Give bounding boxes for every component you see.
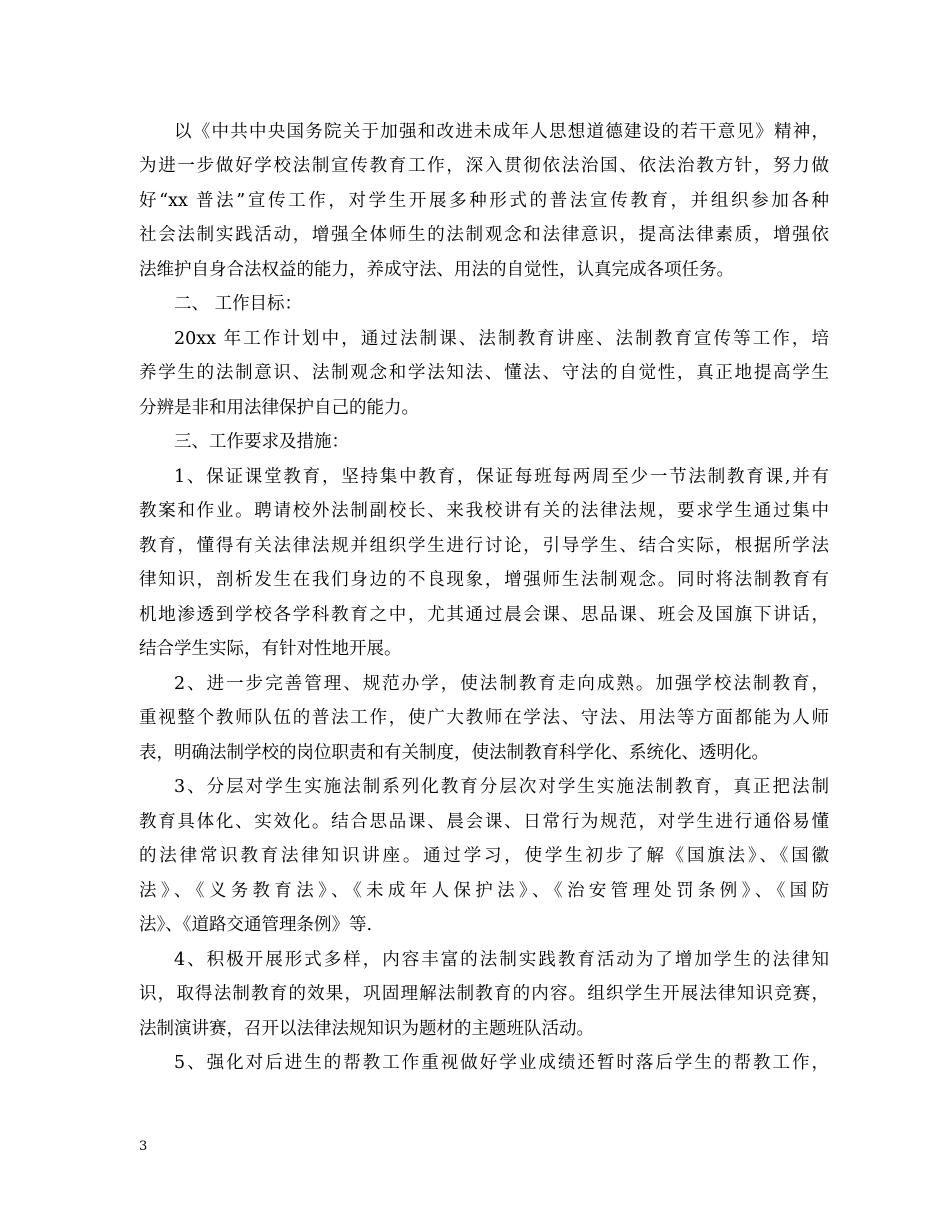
paragraph-line: 的法律常识教育法律知识讲座。通过学习，使学生初步了解《国旗法》、《国徽 bbox=[139, 846, 829, 866]
paragraph-line: 表，明确法制学校的岗位职责和有关制度，使法制教育科学化、系统化、透明化。 bbox=[139, 743, 769, 763]
paragraph-line: 法制演讲赛，召开以法律法规知识为题材的主题班队活动。 bbox=[139, 1019, 594, 1039]
paragraph-line: 机地渗透到学校各学科教育之中，尤其通过晨会课、思品课、班会及国旗下讲话， bbox=[139, 605, 829, 625]
paragraph-line: 以《中共中央国务院关于加强和改进未成年人思想道德建设的若干意见》精神， bbox=[174, 122, 829, 142]
page-number: 3 bbox=[139, 1139, 148, 1154]
paragraph-line: 5、强化对后进生的帮教工作重视做好学业成绩还暂时落后学生的帮教工作， bbox=[174, 1053, 829, 1073]
paragraph-line: 2、进一步完善管理、规范办学，使法制教育走向成熟。加强学校法制教育， bbox=[174, 674, 829, 694]
paragraph-line: 社会法制实践活动，增强全体师生的法制观念和法律意识，提高法律素质，增强依 bbox=[139, 225, 829, 245]
paragraph-line: 重视整个教师队伍的普法工作，使广大教师在学法、守法、用法等方面都能为人师 bbox=[139, 708, 829, 728]
paragraph-line: 分辨是非和用法律保护自己的能力。 bbox=[139, 398, 419, 418]
paragraph-line: 1、保证课堂教育，坚持集中教育，保证每班每两周至少一节法制教育课,并有 bbox=[174, 467, 829, 487]
paragraph-line: 教育，懂得有关法律法规并组织学生进行讨论，引导学生、结合实际，根据所学法 bbox=[139, 536, 829, 556]
paragraph-line: 3、分层对学生实施法制系列化教育分层次对学生实施法制教育，真正把法制 bbox=[174, 777, 829, 797]
paragraph-line: 律知识，剖析发生在我们身边的不良现象，增强师生法制观念。同时将法制教育有 bbox=[139, 570, 829, 590]
paragraph-line: 养学生的法制意识、法制观念和学法知法、懂法、守法的自觉性，真正地提高学生 bbox=[139, 363, 829, 383]
section-heading: 二、 工作目标： bbox=[174, 294, 303, 314]
paragraph-line: 法维护自身合法权益的能力，养成守法、用法的自觉性，认真完成各项任务。 bbox=[139, 260, 734, 280]
paragraph-line: 法》、《义务教育法》、《未成年人保护法》、《治安管理处罚条例》、《国防 bbox=[139, 881, 829, 901]
paragraph-line: 识，取得法制教育的效果，巩固理解法制教育的内容。组织学生开展法律知识竞赛， bbox=[139, 984, 829, 1004]
paragraph-line: 结合学生实际，有针对性地开展。 bbox=[139, 639, 402, 659]
paragraph-line: 4、积极开展形式多样，内容丰富的法制实践教育活动为了增加学生的法律知 bbox=[174, 950, 829, 970]
paragraph-line: 教育具体化、实效化。结合思品课、晨会课、日常行为规范，对学生进行通俗易懂 bbox=[139, 812, 829, 832]
paragraph-line: 法》、《道路交通管理条例》等. bbox=[139, 915, 373, 935]
paragraph-line: 为进一步做好学校法制宣传教育工作，深入贯彻依法治国、依法治教方针，努力做 bbox=[139, 156, 829, 176]
paragraph-line: 好“xx 普法”宣传工作，对学生开展多种形式的普法宣传教育，并组织参加各种 bbox=[139, 191, 829, 211]
paragraph-line: 教案和作业。聘请校外法制副校长、来我校讲有关的法律法规，要求学生通过集中 bbox=[139, 501, 829, 521]
paragraph-line: 20xx 年工作计划中，通过法制课、法制教育讲座、法制教育宣传等工作，培 bbox=[174, 329, 829, 349]
section-heading: 三、工作要求及措施： bbox=[174, 432, 349, 452]
